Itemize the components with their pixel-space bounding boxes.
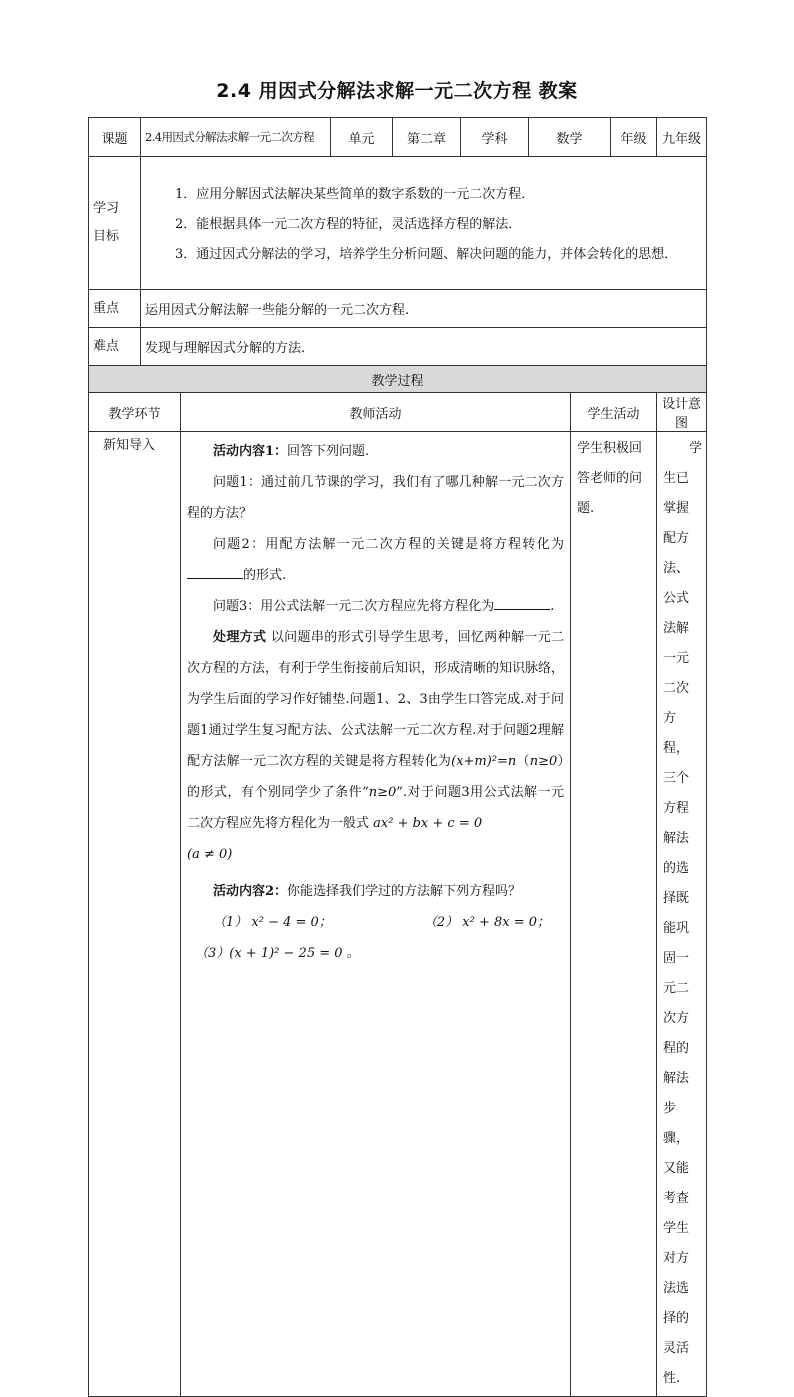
goals-label — [89, 157, 141, 290]
teacher-activity-cell — [181, 432, 571, 1397]
course-value: 2.4用因式分解法求解一元二次方程 — [141, 118, 331, 157]
activity1-text: 回答下列问题. — [287, 444, 370, 459]
answer-blank — [494, 595, 550, 610]
equation-3: （3）(x + 1)² − 25 = 0 。 — [195, 946, 360, 961]
activity2-text: 你能选择我们学过的方法解下列方程吗？ — [287, 884, 522, 899]
step-header: 教学环节 — [89, 393, 181, 432]
unit-label: 单元 — [331, 118, 393, 157]
method-text: （ — [516, 754, 530, 769]
method-text: ”.对于问题3用公式法解一元二次方程应先将方程化为一般式 — [187, 785, 564, 831]
student-activity-cell: 学生积极回答老师的问题. — [571, 432, 657, 1397]
grade-label: 年级 — [611, 118, 657, 157]
method-label: 处理方式 — [213, 630, 267, 645]
process-banner-row — [89, 366, 707, 393]
goals-label-line2: 目标 — [93, 229, 120, 244]
page-title: 2.4 用因式分解法求解一元二次方程 教案 — [216, 80, 578, 102]
general-form-expression: ax² + bx + c = 0 — [373, 816, 483, 831]
method-text: 以问题串的形式引导学生思考，回忆两种解一元二次方程的方法，有利于学生衔接前后知识，形成清晰的知识脉络，为学生后面的学习作好铺垫.问题1、2、3由学生口答完成.对于问题1通过学生复习配方法、公式法解一元二次方程.对于问题2理解配方法解一元二次方程的关键是将方程转化为 — [187, 630, 565, 769]
answer-blank — [187, 564, 243, 579]
general-form-condition: (a ≠ 0) — [187, 847, 233, 862]
lesson-plan-table — [88, 117, 707, 1397]
subject-label: 学科 — [461, 118, 529, 157]
method-text: ）的形式，有个别同学少了条件“ — [187, 754, 564, 800]
goals-row — [89, 157, 707, 290]
unit-value: 第二章 — [393, 118, 461, 157]
equation-2: （2） x² + 8x = 0； — [423, 915, 550, 930]
equation-row — [187, 938, 564, 969]
equation-1: （1） x² − 4 = 0； — [213, 915, 332, 930]
goals-content — [141, 157, 707, 290]
key-point-row — [89, 290, 707, 328]
activity1-label: 活动内容1： — [213, 444, 288, 459]
question-3-end: . — [550, 599, 555, 614]
step-cell: 新知导入 — [89, 432, 181, 1397]
key-point-label: 重点 — [89, 290, 141, 328]
method-condition: n≥0 — [368, 785, 397, 800]
question-3: 问题3：用公式法解一元二次方程应先将方程化为 — [213, 599, 495, 614]
question-2: 问题2：用配方法解一元二次方程的关键是将方程转化为 — [213, 537, 564, 552]
grade-value: 九年级 — [657, 118, 707, 157]
goal-item: 1．应用分解因式法解决某些简单的数字系数的一元二次方程． — [175, 187, 535, 202]
goals-label-line1: 学习 — [93, 201, 120, 216]
process-row — [89, 432, 707, 1397]
process-header-row — [89, 393, 707, 432]
intent-header: 设计意图 — [657, 393, 707, 432]
teacher-header: 教师活动 — [181, 393, 571, 432]
goal-item: 3．通过因式分解法的学习，培养学生分析问题、解决问题的能力，并体会转化的思想． — [175, 247, 678, 262]
process-banner: 教学过程 — [89, 366, 707, 393]
key-point-text: 运用因式分解法解一些能分解的一元二次方程. — [141, 290, 707, 328]
goal-item: 2．能根据具体一元二次方程的特征，灵活选择方程的解法． — [175, 217, 522, 232]
equation-row — [187, 907, 564, 938]
question-2-end: 的形式. — [243, 568, 287, 583]
difficulty-text: 发现与理解因式分解的方法. — [141, 328, 707, 366]
header-row — [89, 118, 707, 157]
difficulty-row — [89, 328, 707, 366]
student-header: 学生活动 — [571, 393, 657, 432]
design-intent-cell: 学生已掌握配方法、公式法解一元二次方程，三个方程解法的选择既能巩固一元二次方程的解法步骤，又能考查学生对方法选择的灵活性. — [657, 432, 707, 1397]
course-label: 课题 — [89, 118, 141, 157]
question-1: 问题1：通过前几节课的学习，我们有了哪几种解一元二次方程的方法？ — [187, 475, 564, 521]
activity2-label: 活动内容2： — [213, 884, 288, 899]
method-condition: n≥0 — [529, 754, 558, 769]
subject-value: 数学 — [529, 118, 611, 157]
difficulty-label: 难点 — [89, 328, 141, 366]
method-expression: (x+m)²=n — [451, 754, 517, 769]
